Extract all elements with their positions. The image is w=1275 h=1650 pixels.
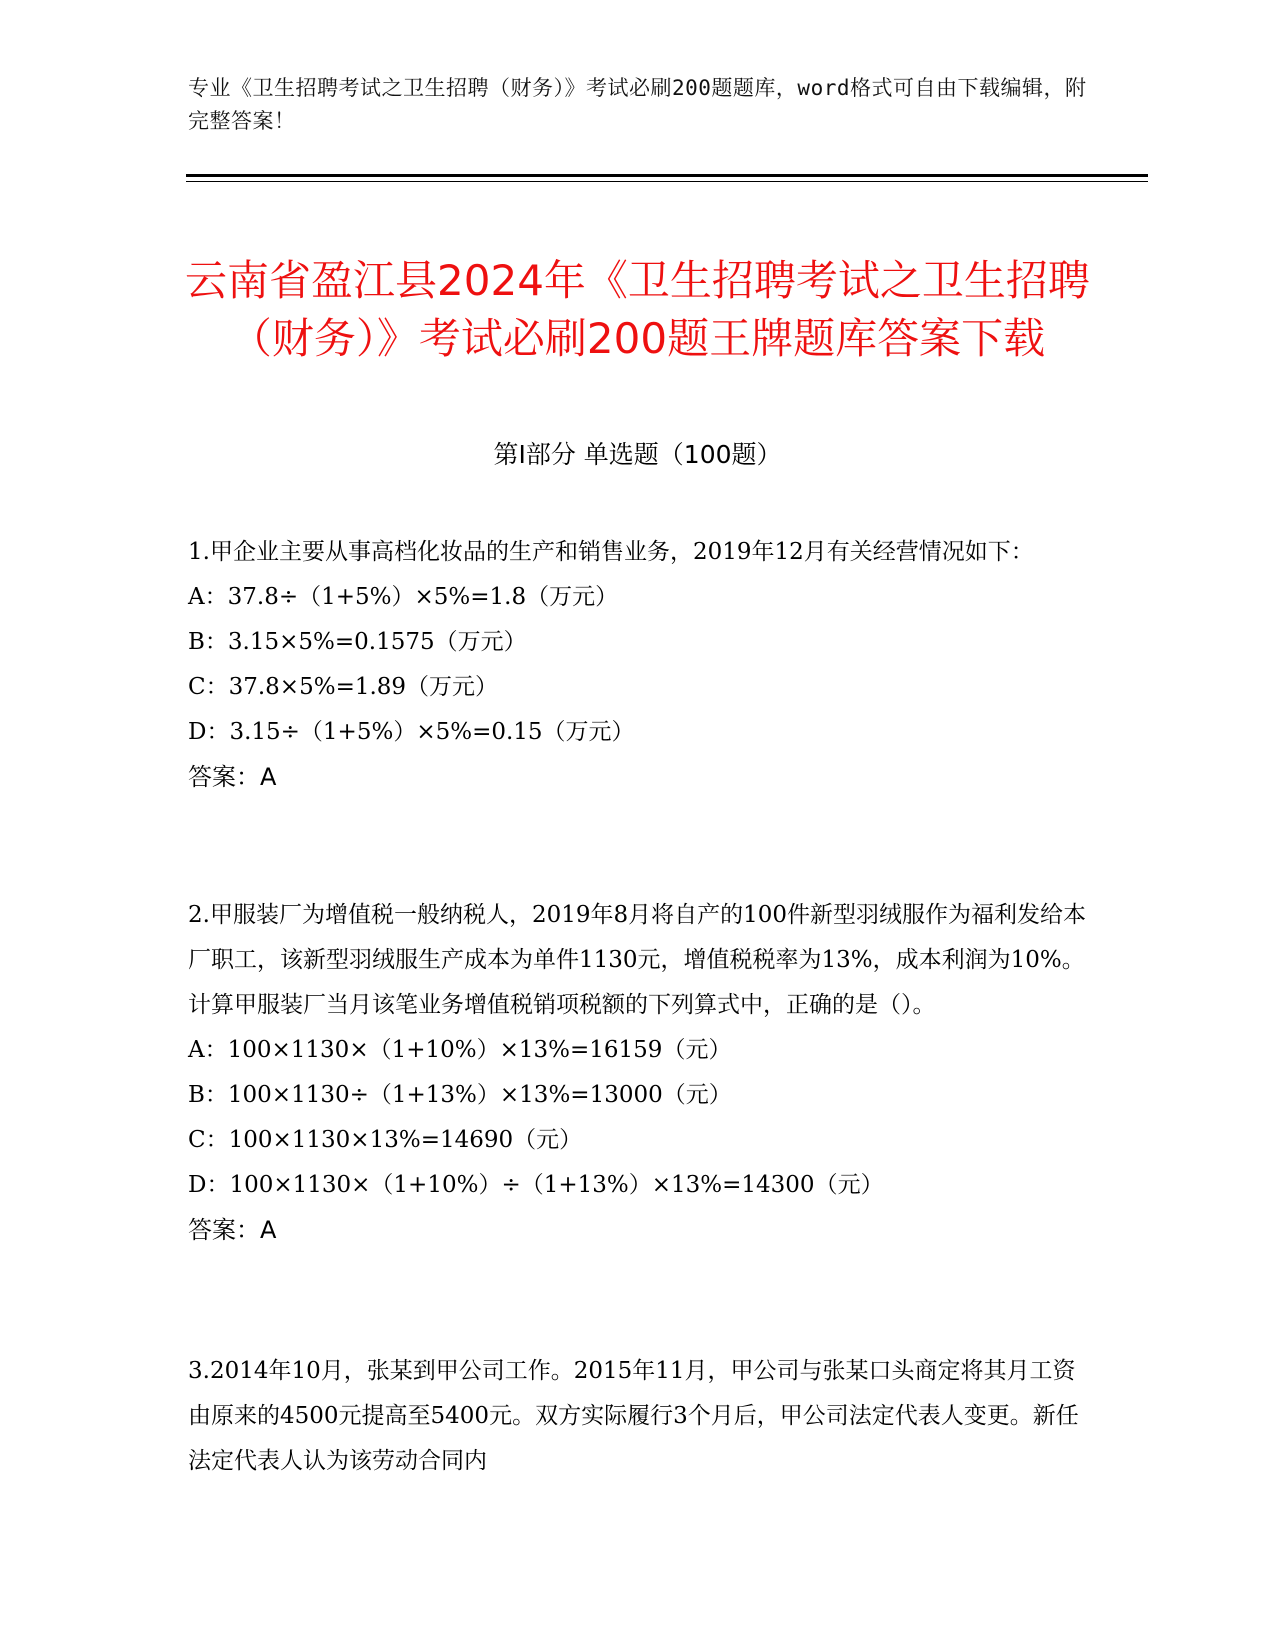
question-stem: 3.2014年10月，张某到甲公司工作。2015年11月，甲公司与张某口头商定将其月工资由原来的4500元提高至5400元。双方实际履行3个月后，甲公司法定代表人变更。新任法定代表人认为该劳动合同内 xyxy=(188,1358,1079,1474)
option-a: A：100×1130×（1+10%）×13%=16159（元） xyxy=(188,1037,732,1063)
option-b: B：100×1130÷（1+13%）×13%=13000（元） xyxy=(188,1082,732,1108)
header-note: 专业《卫生招聘考试之卫生招聘（财务）》考试必刷200题题库，word格式可自由下载编辑，附完整答案！ xyxy=(188,76,1087,133)
question-stem: 1.甲企业主要从事高档化妆品的生产和销售业务，2019年12月有关经营情况如下： xyxy=(188,539,1034,565)
option-b: B：3.15×5%=0.1575（万元） xyxy=(188,629,527,655)
header-divider-thick xyxy=(186,174,1148,177)
option-d: D：3.15÷（1+5%）×5%=0.15（万元） xyxy=(188,719,635,745)
answer: 答案：A xyxy=(188,763,277,791)
document-title: 云南省盈江县2024年《卫生招聘考试之卫生招聘（财务）》考试必刷200题王牌题库答案下载 xyxy=(185,256,1090,364)
section-title: 第Ⅰ部分 单选题（100题） xyxy=(493,440,782,469)
answer: 答案：A xyxy=(188,1216,277,1244)
question-1 xyxy=(188,530,1088,800)
option-a: A：37.8÷（1+5%）×5%=1.8（万元） xyxy=(188,584,619,610)
option-c: C：100×1130×13%=14690（元） xyxy=(188,1127,583,1153)
header-divider-thin xyxy=(186,181,1148,182)
question-3 xyxy=(188,1349,1088,1484)
option-c: C：37.8×5%=1.89（万元） xyxy=(188,674,499,700)
question-2 xyxy=(188,893,1088,1253)
option-d: D：100×1130×（1+10%）÷（1+13%）×13%=14300（元） xyxy=(188,1172,884,1198)
question-stem: 2.甲服装厂为增值税一般纳税人，2019年8月将自产的100件新型羽绒服作为福利发给本厂职工，该新型羽绒服生产成本为单件1130元，增值税税率为13%，成本利润为10%。计算甲服装厂当月该笔业务增值税销项税额的下列算式中，正确的是（）。 xyxy=(188,902,1087,1018)
